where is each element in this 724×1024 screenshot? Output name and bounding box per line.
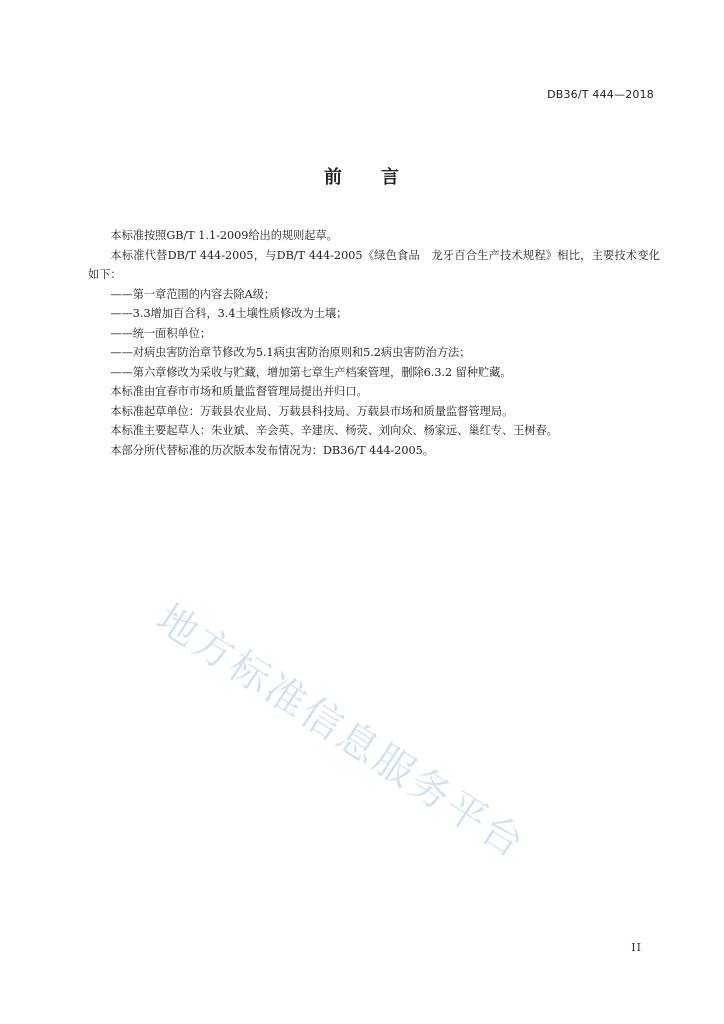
paragraph-history: 本部分所代替标准的历次版本发布情况为：DB36/T 444-2005。: [110, 443, 434, 457]
list-item: ——统一面积单位；: [110, 326, 212, 340]
list-item: ——第六章修改为采收与贮藏，增加第七章生产档案管理，删除6.3.2 留种贮藏。: [110, 365, 512, 379]
page-title: 前 言: [324, 167, 400, 188]
page-number: II: [631, 941, 642, 954]
paragraph-proposer: 本标准由宜春市市场和质量监督管理局提出并归口。: [110, 385, 368, 398]
paragraph-drafting-units: 本标准起草单位：万载县农业局、万载县科技局、万载县市场和质量监督管理局。: [110, 404, 514, 418]
paragraph-replacement: 本标准代替DB/T 444-2005，与DB/T 444-2005《绿色食品 龙牙百合生产技术规程》相比，主要技术变化如下：: [88, 248, 660, 281]
foreword-body: [88, 226, 660, 460]
list-item: ——3.3增加百合科，3.4土壤性质修改为土壤；: [110, 307, 348, 320]
watermark: 地方标准信息服务平台: [148, 595, 534, 869]
standard-code: DB36/T 444—2018: [547, 88, 654, 101]
list-item: ——对病虫害防治章节修改为5.1病虫害防治原则和5.2病虫害防治方法；: [110, 346, 471, 359]
paragraph-drafters: 本标准主要起草人：朱业斌、辛会英、辛建庆、杨荧、刘向众、杨家远、巢红专、王树春。: [110, 424, 558, 437]
list-item: ——第一章范围的内容去除A级；: [110, 287, 276, 301]
paragraph-drafting-rules: 本标准按照GB/T 1.1-2009给出的规则起草。: [110, 229, 338, 242]
